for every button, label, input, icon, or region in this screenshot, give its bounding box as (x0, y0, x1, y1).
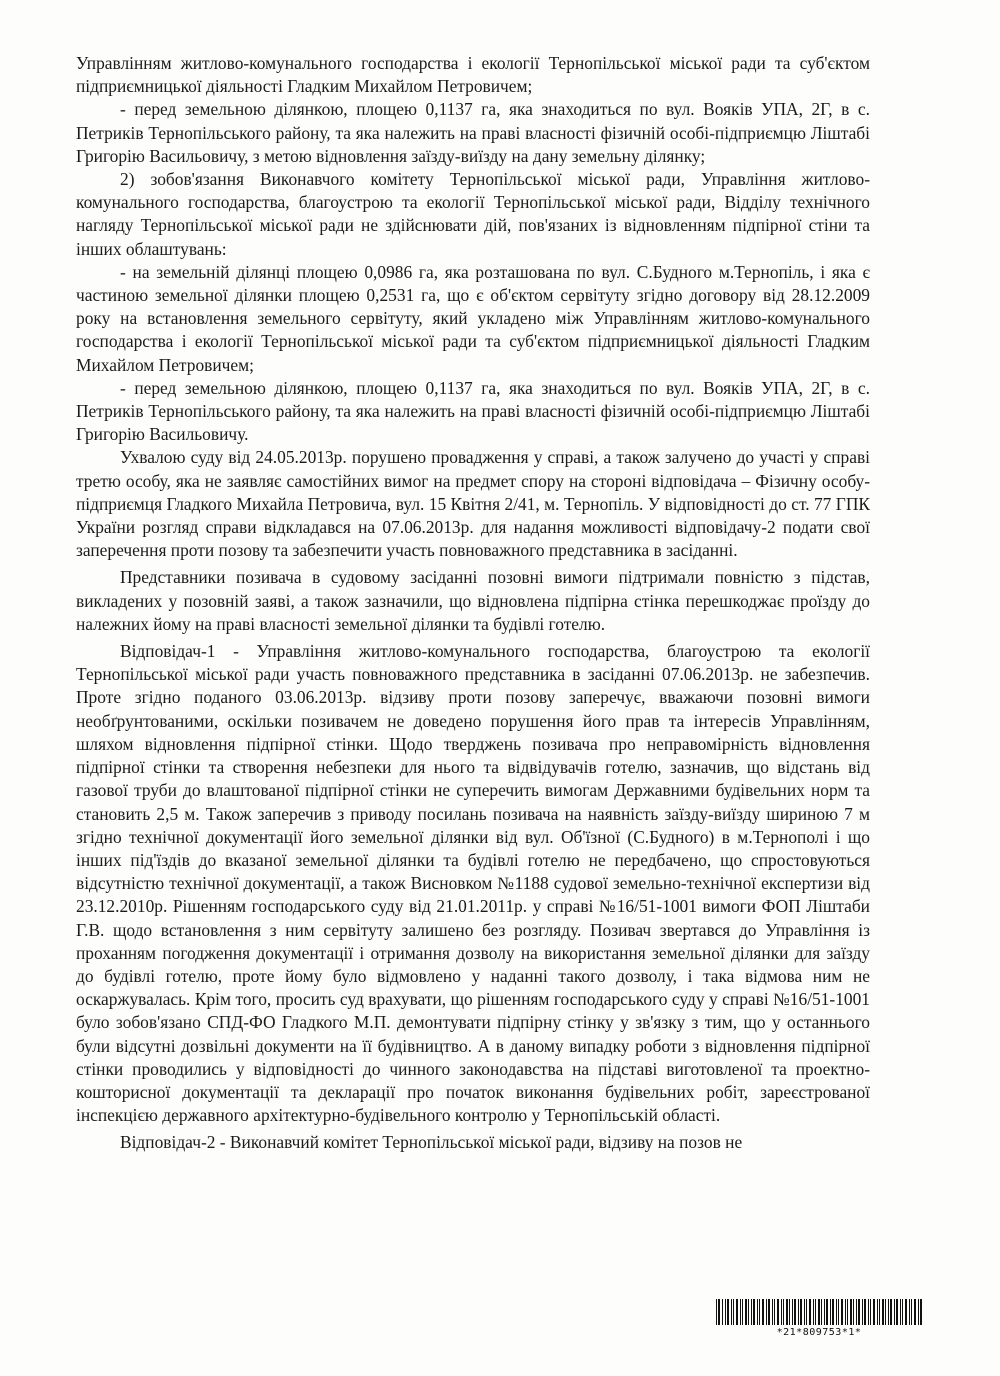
paragraph-obligation-2: 2) зобов'язання Виконавчого комітету Тернопільської міської ради, Управління житлово-комунального господарства, благоустрою та екології Тернопільської міської ради, Відділу технічного нагляду Тернопільської міської ради не здійснювати дій, пов'язаних із відновленням підпірної стіни та інших облаштувань: (76, 169, 870, 259)
paragraph-item-petrykiv-1: - перед земельною ділянкою, площею 0,1137 га, яка знаходиться по вул. Вояків УПА, 2Г, в с. Петриків Тернопільського району, та яка належить на праві власності фізичній особі-підприємцю Ліштабі Григорію Васильовичу, з метою відновлення заїзду-виїзду на дану земельну ділянку; (76, 99, 870, 166)
barcode (714, 1297, 924, 1345)
document-body (76, 52, 870, 1155)
barcode-bars-icon (714, 1297, 924, 1327)
paragraph-plaintiff-representatives: Представники позивача в судовому засіданні позовні вимоги підтримали повністю з підстав, викладених у позовній заяві, а також зазначили, що відновлена підпірна стінка перешкоджає проїзду до належних йому на праві власності земельної ділянки та будівлі готелю. (76, 567, 870, 634)
paragraph-defendant-1: Відповідач-1 - Управління житлово-комунального господарства, благоустрою та екології Тернопільської міської ради участь повноважного представника в засіданні 07.06.2013р. не забезпечив. Проте згідно поданого 03.06.2013р. відзиву проти позову заперечує, вважаючи позовні вимоги необґрунтованими, оскільки позивачем не доведено порушення його прав та інтересів Управлінням, шляхом відновлення підпірної стінки. Щодо тверджень позивача про неправомірність відновлення підпірної стінки та створення небезпеки для нього та відвідувачів готелю, зазначив, що відстань від газової труби до влаштованої підпірної стінки не суперечить вимогам Державними будівельних норм та становить 2,5 м. Також заперечив з приводу посилань позивача на наявність заїзду-виїзду шириною 7 м згідно технічної документації його земельної ділянки від вул. Об'їзної (С.Будного) в м.Тернополі і що інших під'їздів до вказаної земельної ділянки та будівлі готелю не передбачено, що спростовуються відсутністю технічної документації, а також Висновком №1188 судової земельно-технічної експертизи від 23.12.2010р. Рішенням господарського суду від 21.01.2011р. у справі №16/51-1001 вимоги ФОП Ліштаби Г.В. щодо встановлення з ним сервітуту залишено без розгляду. Позивач звертався до Управління із проханням погодження документації і отримання дозволу на використання земельної ділянки для заїзду до будівлі готелю, проте йому було відмовлено у наданні такого дозволу, і така відмова ним не оскаржувалась. Крім того, просить суд врахувати, що рішенням господарського суду у справі №16/51-1001 було зобов'язано СПД-ФО Гладкого М.П. демонтувати підпірну стінку у зв'язку з тим, що у останнього були відсутні дозвільні документи на її будівництво. А в даному випадку роботи з відновлення підпірної стінки проводились у відповідності до чинного законодавства на підставі виготовленої та проектно-кошторисної документації та декларації про початок виконання будівельних робіт, зареєстрованої інспекцією державного архітектурно-будівельного контролю у Тернопільській області. (76, 641, 870, 1126)
paragraph-continuation: Управлінням житлово-комунального господарства і екології Тернопільської міської ради та суб'єктом підприємницької діяльності Гладким Михайлом Петровичем; (76, 53, 870, 97)
paragraph-item-budnoho: - на земельній ділянці площею 0,0986 га, яка розташована по вул. С.Будного м.Тернопіль, і яка є частиною земельної ділянки площею 0,2531 га, що є об'єктом сервітуту згідно договору від 28.12.2009 року на встановлення земельного сервітуту, який укладено між Управлінням житлово-комунального господарства і екології Тернопільської міської ради та суб'єктом підприємницької діяльності Гладким Михайлом Петровичем; (76, 261, 870, 375)
paragraph-court-ruling: Ухвалою суду від 24.05.2013р. порушено провадження у справі, а також залучено до участі у справі третю особу, яка не заявляє самостійних вимог на предмет спору на стороні відповідача – Фізичну особу-підприємця Гладкого Михайла Петровича, вул. 15 Квітня 2/41, м. Тернопіль. У відповідності до ст. 77 ГПК України розгляд справи відкладався на 07.06.2013р. для надання можливості відповідачу-2 подати свої заперечення проти позову та забезпечити участь повноважного представника в засіданні. (76, 447, 870, 561)
paragraph-defendant-2: Відповідач-2 - Виконавчий комітет Тернопільської міської ради, відзиву на позов не (120, 1132, 743, 1153)
barcode-number: *21*809753*1* (776, 1327, 862, 1338)
paragraph-item-petrykiv-2: - перед земельною ділянкою, площею 0,1137 га, яка знаходиться по вул. Вояків УПА, 2Г, в с. Петриків Тернопільського району, та яка належить на праві власності фізичній особі-підприємцю Ліштабі Григорію Васильовичу. (76, 377, 870, 445)
